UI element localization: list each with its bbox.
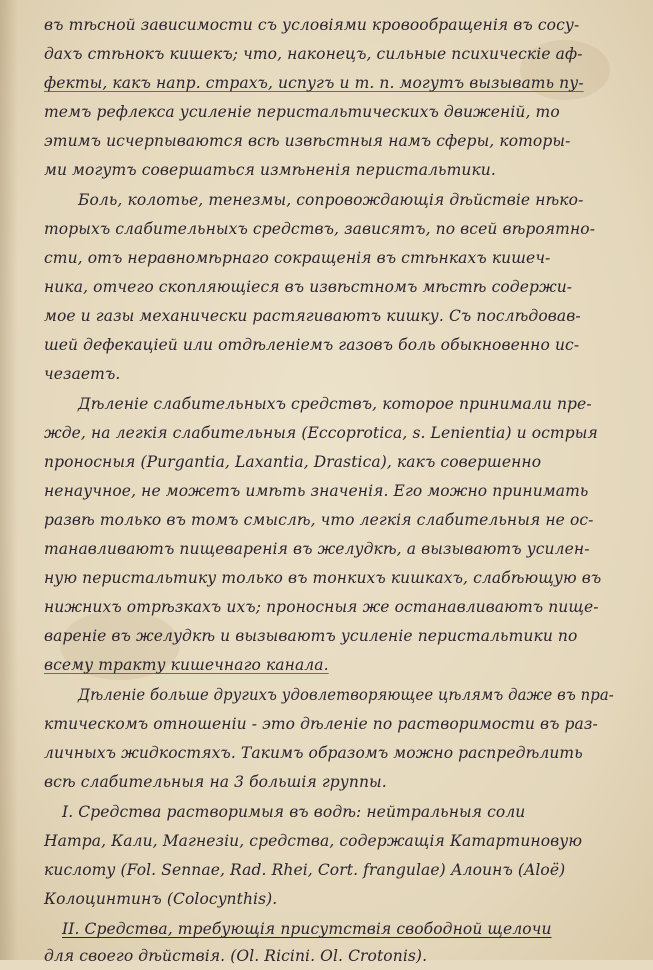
text-line: Боль, колотье, тенезмы, сопровождающія дѣйствіе нѣко- (78, 191, 584, 209)
text-line: въ тѣсной зависимости съ условіями кровообращенія въ сосу- (44, 16, 580, 34)
text-line: танавливаютъ пищеваренія въ желудкѣ, а вызываютъ усилен- (44, 540, 590, 558)
text-line: чезаетъ. (44, 365, 121, 383)
text-line: дахъ стѣнокъ кишекъ; что, наконецъ, сильные психическіе аф- (44, 45, 583, 63)
text-line: для своего дѣйствія. (Ol. Ricini. Ol. Crotonis). (44, 947, 428, 965)
text-line: всѣ слабительныя на 3 большія группы. (44, 773, 387, 791)
text-line: Колоцинтинъ (Colocynthis). (44, 890, 278, 908)
text-line: Натра, Кали, Магнезіи, средства, содержащія Катартиновую (44, 832, 583, 850)
text-line: Дѣленіе слабительныхъ средствъ, которое принимали пре- (78, 395, 592, 413)
text-line: ника, отчего скопляющіеся въ извѣстномъ мѣстѣ содержи- (44, 278, 573, 296)
text-line: сти, отъ неравномѣрнаго сокращенія въ стѣнкахъ кишеч- (44, 249, 551, 267)
text-line: мое и газы механически растягиваютъ кишку. Съ послѣдовав- (44, 307, 581, 325)
text-line: кислоту (Fol. Sennae, Rad. Rhei, Cort. frangulae) Алоинъ (Aloë) (44, 861, 566, 879)
handwritten-text (44, 6, 616, 965)
text-line: ную перистальтику только въ тонкихъ кишкахъ, слабѣющую въ (44, 569, 602, 587)
text-line: развѣ только въ томъ смыслѣ, что легкія слабительныя не ос- (44, 511, 594, 529)
text-line: этимъ исчерпываются всѣ извѣстныя намъ сферы, которы- (44, 132, 571, 150)
text-line: Дѣленіе больше другихъ удовлетворяющее цѣлямъ даже въ пра- (78, 686, 614, 704)
group-heading-1: I. Средства растворимыя въ водѣ: нейтральныя соли (62, 803, 526, 821)
text-line: темъ рефлекса усиленіе перистальтическихъ движеній, то (44, 103, 560, 121)
text-line: всему тракту кишечнаго канала. (44, 656, 329, 674)
text-line: фекты, какъ напр. страхъ, испугъ и т. п. могутъ вызывать пу- (44, 74, 584, 92)
text-line: нижнихъ отрѣзкахъ ихъ; проносныя же останавливаютъ пище- (44, 598, 599, 616)
text-line: торыхъ слабительныхъ средствъ, зависятъ, по всей вѣроятно- (44, 220, 596, 238)
text-line: жде, на легкія слабительныя (Eccoprotica, s. Lenientia) и острыя (44, 424, 598, 442)
text-line: шей дефекаціей или отдѣленіемъ газовъ боль обыкновенно ис- (44, 336, 580, 354)
text-line: личныхъ жидкостяхъ. Такимъ образомъ можно распредѣлить (44, 744, 583, 762)
text-line: ктическомъ отношеніи - это дѣленіе по растворимости въ раз- (44, 715, 598, 733)
text-line: проносныя (Purgantia, Laxantia, Drastica), какъ совершенно (44, 453, 542, 471)
text-line: ненаучное, не можетъ имѣть значенія. Его можно принимать (44, 482, 589, 500)
group-heading-2: II. Средства, требующія присутствія свободной щелочи (62, 920, 552, 938)
text-line: ми могутъ совершаться измѣненія перистальтики. (44, 161, 496, 179)
text-line: вареніе въ желудкѣ и вызываютъ усиленіе перистальтики по (44, 627, 578, 645)
